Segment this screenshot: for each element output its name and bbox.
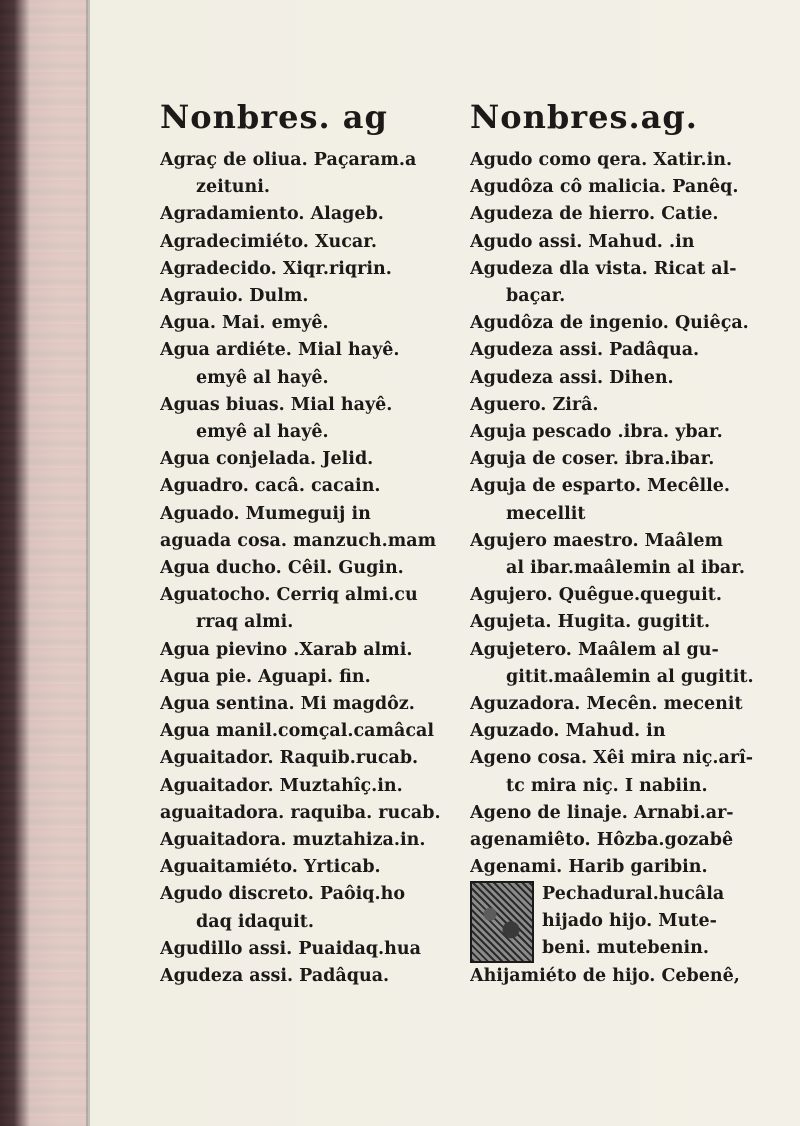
entry-text: Aguaitador. Muztahîç.in.: [160, 775, 403, 796]
dictionary-entry: [470, 201, 780, 228]
entry-text: aguaitadora. raquiba. rucab.: [160, 802, 441, 823]
left-column: [160, 95, 460, 990]
entry-text: Agujero maestro. Maâlem: [470, 530, 724, 551]
dictionary-entry: [160, 147, 460, 201]
dictionary-entry: [160, 881, 460, 935]
dictionary-entry: [160, 854, 460, 881]
dictionary-entry: [160, 256, 460, 283]
entry-text: Agudo assi. Mahud. .in: [470, 231, 695, 252]
entry-text: Agudo como qera. Xatir.in.: [470, 150, 733, 170]
entry-text: Agudeza assi. Dihen.: [470, 367, 674, 388]
entry-text: Aguaitador. Raquib.rucab.: [160, 748, 419, 769]
entry-text: Agujetero. Maâlem al gu-: [470, 639, 719, 660]
entry-continuation: mecellit: [506, 503, 586, 524]
dictionary-entry: [160, 800, 460, 827]
entry-text: Agudeza assi. Padâqua.: [160, 966, 390, 987]
entry-continuation: baçar.: [506, 286, 566, 307]
dictionary-entry: [470, 256, 780, 310]
entry-text: Agudillo assi. Puaidaq.hua: [160, 938, 421, 959]
dictionary-entry: [470, 827, 780, 854]
entry-text: Agua. Mai. emyê.: [160, 313, 329, 334]
entry-text: agenamiêto. Hôzba.gozabê: [470, 830, 734, 851]
dictionary-entry: [160, 718, 460, 745]
entry-continuation: emyê al hayê.: [196, 422, 329, 443]
entry-text: aguada cosa. manzuch.mam: [160, 530, 437, 551]
dictionary-entry: [160, 473, 460, 500]
dictionary-entry: [160, 827, 460, 854]
dictionary-entry: [470, 174, 780, 201]
dictionary-entry: [470, 229, 780, 256]
entry-continuation: daq idaquit.: [196, 911, 314, 932]
dictionary-entry: [160, 555, 460, 582]
dictionary-entry: [470, 609, 780, 636]
entry-text: Agudôza cô malicia. Panêq.: [470, 177, 739, 198]
entry-text: Agua pievino .Xarab almi.: [160, 639, 413, 660]
entry-text: Agradecimiéto. Xucar.: [160, 231, 377, 252]
book-binding: [0, 0, 88, 1126]
dictionary-entry: [160, 446, 460, 473]
dictionary-entry-last: Ahijamiéto de hijo. Cebenê,: [470, 966, 740, 987]
entry-continuation: rraq almi.: [196, 612, 294, 633]
dictionary-entry: [160, 773, 460, 800]
dictionary-entry: [160, 201, 460, 228]
dictionary-entry: [160, 691, 460, 718]
dictionary-entry: [470, 637, 780, 691]
dictionary-entry: [470, 691, 780, 718]
dictionary-entry: [160, 283, 460, 310]
entry-text: Agudôza de ingenio. Quiêça.: [470, 313, 749, 334]
entry-text: Aguas biuas. Mial hayê.: [160, 394, 393, 415]
entry-text: Agua ducho. Cêil. Gugin.: [160, 558, 404, 579]
entry-text: Aguja de coser. ibra.ibar.: [470, 449, 715, 470]
dictionary-entry: [160, 310, 460, 337]
entry-text: Aguado. Mumeguij in: [160, 503, 371, 524]
entry-continuation: zeituni.: [196, 177, 270, 198]
dictionary-entry: [470, 800, 780, 827]
dictionary-entry: hijado hijo. Mute-: [542, 911, 717, 932]
entry-text: Ageno cosa. Xêi mira niç.arî-: [470, 748, 753, 769]
entry-text: Agradecido. Xiqr.riqrin.: [160, 258, 392, 279]
entry-text: Aguaitadora. muztahiza.in.: [160, 830, 426, 851]
dictionary-entry: [470, 718, 780, 745]
entry-text: Aguero. Zirâ.: [470, 394, 599, 415]
entry-text: Agenami. Harib garibin.: [470, 857, 708, 878]
right-column-header: Nonbres.ag.: [470, 98, 698, 136]
entry-text: Agua sentina. Mi magdôz.: [160, 694, 415, 715]
entry-text: Agudo discreto. Paôiq.ho: [160, 884, 405, 905]
entry-continuation: tc mira niç. I nabiin.: [506, 775, 708, 796]
dictionary-entry: [470, 446, 780, 473]
entry-continuation: gitit.maâlemin al gugitit.: [506, 666, 754, 687]
entry-text: Agudeza assi. Padâqua.: [470, 340, 700, 361]
right-column: [470, 95, 780, 991]
dictionary-entry: [470, 582, 780, 609]
woodcut-block: [470, 881, 780, 963]
entry-text: Agradamiento. Alageb.: [160, 204, 384, 225]
entry-text: Aguzadora. Mecên. mecenit: [470, 694, 743, 715]
entry-text: Agudeza de hierro. Catie.: [470, 204, 719, 225]
dictionary-entry: [160, 637, 460, 664]
dictionary-entry: [160, 392, 460, 446]
dictionary-entry: [470, 147, 780, 174]
dictionary-entry: [160, 936, 460, 963]
entry-text: Agrauio. Dulm.: [160, 286, 309, 307]
entry-text: Aguja de esparto. Mecêlle.: [470, 476, 730, 497]
dictionary-entry: [160, 501, 460, 528]
dictionary-entry: [160, 528, 460, 555]
entry-text: Agujero. Quêgue.queguit.: [470, 585, 722, 606]
entry-text: Agua pie. Aguapi. fin.: [160, 666, 371, 687]
dictionary-entry: [470, 854, 780, 881]
entry-text: Aguadro. cacâ. cacain.: [160, 476, 381, 497]
entry-text: Agua ardiéte. Mial hayê.: [160, 340, 400, 361]
dictionary-entry: [470, 473, 780, 527]
woodcut-illustration: [470, 881, 534, 963]
dictionary-entry: [160, 664, 460, 691]
dictionary-entry: [160, 582, 460, 636]
entry-text: Aguja pescado .ibra. ybar.: [470, 422, 723, 443]
dictionary-entry: [470, 419, 780, 446]
dictionary-entry: [470, 310, 780, 337]
entry-text: Aguaitamiéto. Yrticab.: [160, 857, 381, 878]
entry-text: Ageno de linaje. Arnabi.ar-: [470, 802, 734, 823]
left-column-header: Nonbres. ag: [160, 98, 388, 136]
dictionary-entry: [160, 337, 460, 391]
entry-text: Aguatocho. Cerriq almi.cu: [160, 585, 418, 606]
woodcut-lines: [542, 881, 724, 962]
dictionary-entry: [470, 392, 780, 419]
dictionary-entry: [160, 963, 460, 990]
entry-text: Agua conjelada. Jelid.: [160, 449, 374, 470]
dictionary-entry: [470, 337, 780, 364]
dictionary-entry: beni. mutebenin.: [542, 938, 709, 959]
entry-continuation: emyê al hayê.: [196, 367, 329, 388]
dictionary-entry: [470, 745, 780, 799]
dictionary-entry: [470, 365, 780, 392]
entry-text: Agujeta. Hugita. gugitit.: [470, 612, 711, 633]
dictionary-entry: Pechadural.hucâla: [542, 884, 725, 905]
page-edge: [86, 0, 90, 1126]
dictionary-entry: [470, 528, 780, 582]
entry-continuation: al ibar.maâlemin al ibar.: [506, 558, 745, 579]
entry-text: Agua manil.comçal.camâcal: [160, 721, 435, 742]
entry-text: Aguzado. Mahud. in: [470, 721, 666, 742]
entry-text: Agudeza dla vista. Ricat al-: [470, 258, 737, 279]
dictionary-entry: [160, 229, 460, 256]
entry-text: Agraç de oliua. Paçaram.a: [160, 150, 417, 170]
dictionary-entry: [160, 745, 460, 772]
